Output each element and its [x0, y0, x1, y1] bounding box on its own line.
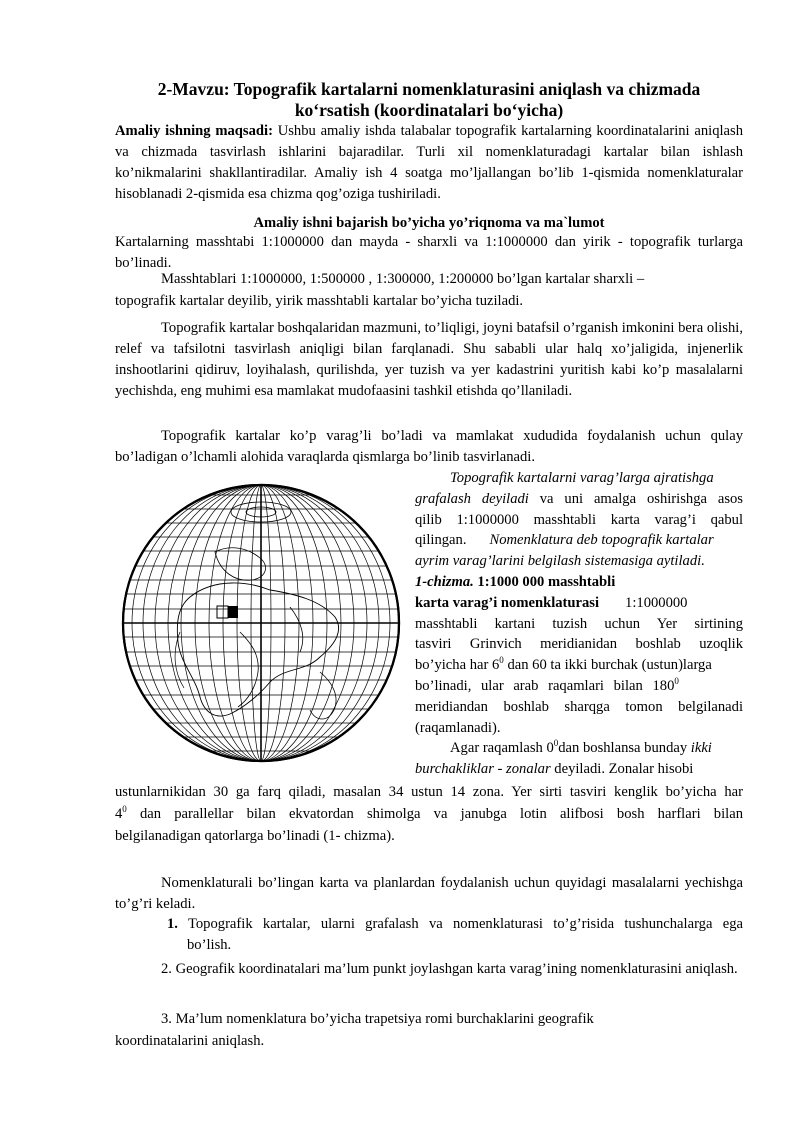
page-title-line-2: ko‘rsatish (koordinatalari bo‘yicha) — [294, 100, 564, 120]
difference-paragraph: Topografik kartalar boshqalaridan mazmuni, to’liqligi, joyni batafsil o’rganish imkonini bera olishi, relef va tafsilotni tasvirlash aniqligi bilan farqlanadi. Shu sababli ular halq xo’jaligida, injenerlik inshootlarini qidiruv, loyihalash, qurilishda, yer tuzish va yer kadastrini yuritish kabi ko’p masalalarni yechishda, eng muhimi esa mamlakat mudofaasini tashkil etishda qo’llaniladi. — [115, 320, 743, 399]
term-nomenklatura: Nomenklatura deb topografik kartalar — [489, 532, 714, 549]
right-line-10-b: dan 60 ta ikki burchak (ustun)larga — [503, 657, 712, 674]
right-line-5: ayrim varag’larini belgilash sistemasiga aytiladi. — [415, 553, 705, 570]
term-ikki: ikki — [690, 740, 712, 757]
figure-caption-title: karta varag’i nomenklaturasi — [415, 594, 600, 611]
task-item-2: 2. Geografik koordinatalari ma’lum punkt joylashgan karta varag’ining nomenklaturasini aniqlash. — [161, 961, 738, 977]
task-1-text: Topografik kartalar, ularni grafalash va nomenklaturasi to’g’risida tushunchalarga ega — [177, 916, 743, 932]
task-3-line-1: 3. Ma’lum nomenklatura bo’yicha trapetsiya romi burchaklarini geografik — [161, 1011, 594, 1027]
tasks-intro: Nomenklaturali bo’lingan karta va planlardan foydalanish uchun quyidagi masalalarni yechishga to’g’ri keladi. — [115, 875, 743, 912]
degree-sup: 0 — [122, 804, 127, 815]
right-line-10-a: bo’yicha har 6 — [415, 657, 500, 674]
right-line-1: Topografik kartalarni varag’larga ajratishga — [450, 470, 714, 486]
zones-line-3: belgilanadigan qatorlarga bo’linadi (1- chizma). — [115, 828, 395, 844]
figure-caption-scale-value: 1:1000000 — [625, 594, 688, 611]
zones-line-2 — [115, 803, 743, 825]
figure-label: 1-chizma. — [415, 573, 474, 590]
goal-text: Ushbu amaliy ishda talabalar topografik kartalarning koordinatalarini aniqlash va chizmada tasvirlash ishlarini bajaradilar. Turli xil nomenklaturadagi kartalar bilan ishlash ko’nikmalarini shakllantiradilar. Amaliy ish 4 soatga mo’ljallangan bo’lib 1-qismida nomenklaturalar hisoblanadi 2-qismida esa chizma qog’oziga tushiriladi. — [115, 123, 743, 202]
right-line-14-a: Agar raqamlash 0 — [450, 740, 554, 757]
right-line-2-rest: va uni amalga oshirishga asos — [528, 490, 743, 507]
degree-sup: 0 — [499, 655, 504, 666]
zones-line-1: ustunlarnikidan 30 ga farq qiladi, masalan 34 ustun 14 zona. Yer sirti tasviri kenglik bo’yicha har — [115, 784, 743, 800]
scales-paragraph: Kartalarning masshtabi 1:1000000 dan mayda - sharxli va 1:1000000 dan yirik - topografik turlarga bo’linadi. — [115, 234, 743, 271]
right-line-8: masshtabli kartani tuzish uchun Yer sirtining — [415, 615, 743, 632]
figure-caption-line-2 — [415, 593, 743, 614]
right-line-14-b: dan boshlansa bunday — [558, 740, 691, 757]
task-1-number: 1. — [167, 916, 178, 932]
globe-grid-illustration — [120, 482, 402, 764]
right-line-15-rest: deyiladi. Zonalar hisobi — [550, 761, 694, 778]
section-heading: Amaliy ishni bajarish bo’yicha yo’riqnoma va ma`lumot — [253, 215, 605, 231]
right-line-3: qilib 1:1000000 masshtabli karta varag’i qabul — [415, 511, 743, 528]
right-line-14 — [415, 738, 743, 759]
task-item-3 — [115, 1008, 743, 1052]
task-item-1 — [115, 914, 743, 956]
right-line-10 — [415, 655, 743, 676]
zones-line-2-a: 4 — [115, 806, 123, 822]
goal-label: Amaliy ishning maqsadi: — [115, 123, 273, 139]
zones-continuation — [115, 781, 743, 847]
task-1-line-1 — [115, 914, 743, 935]
zones-line-2-b: dan parallellar bilan ekvatordan shimolga va janubga lotin alifbosi bosh harflari bilan — [126, 806, 743, 822]
right-line-12: meridiandan boshlab sharqga tomon belgilanadi — [415, 698, 743, 715]
right-line-4 — [415, 530, 743, 551]
right-line-15 — [415, 759, 743, 780]
figure-caption-line-1 — [415, 572, 743, 593]
task-1-line-2: bo’lish. — [187, 937, 232, 953]
degree-sup: 0 — [553, 738, 559, 749]
scales-list-paragraph — [115, 268, 743, 312]
right-line-11-a: bo’linadi, ular arab raqamlari bilan 180 — [415, 677, 675, 694]
goal-paragraph — [115, 121, 743, 205]
term-grafalash: grafalash deyiladi — [415, 490, 529, 507]
task-3-line-2: koordinatalarini aniqlash. — [115, 1033, 265, 1049]
figure-caption-scale: 1:1000 000 masshtabli — [473, 573, 616, 590]
right-line-11 — [415, 676, 743, 697]
right-line-13: (raqamlanadi). — [415, 719, 501, 736]
scales-list-line-2: topografik kartalar deyilib, yirik masshtabli kartalar bo’yicha tuziladi. — [115, 293, 524, 309]
term-zonalar: burchakliklar - zonalar — [415, 761, 551, 778]
right-column-text — [415, 468, 743, 780]
right-line-4-start: qilingan. — [415, 532, 467, 549]
sheets-paragraph: Topografik kartalar ko’p varag’li bo’ladi va mamlakat xududida foydalanish uchun qulay bo’ladigan o’lchamli alohida varaqlarda qismlarga bo’linib tasvirlanadi. — [115, 428, 743, 465]
right-line-2 — [415, 489, 743, 510]
page-title-line-1: 2-Mavzu: Topografik kartalarni nomenklaturasini aniqlash va chizmada — [157, 79, 701, 99]
degree-sup: 0 — [674, 676, 679, 687]
right-line-9: tasviri Grinvich meridianidan boshlab uzoqlik — [415, 636, 743, 653]
scales-list-line-1: Masshtablari 1:1000000, 1:500000 , 1:300000, 1:200000 bo’lgan kartalar sharxli – — [161, 271, 645, 287]
